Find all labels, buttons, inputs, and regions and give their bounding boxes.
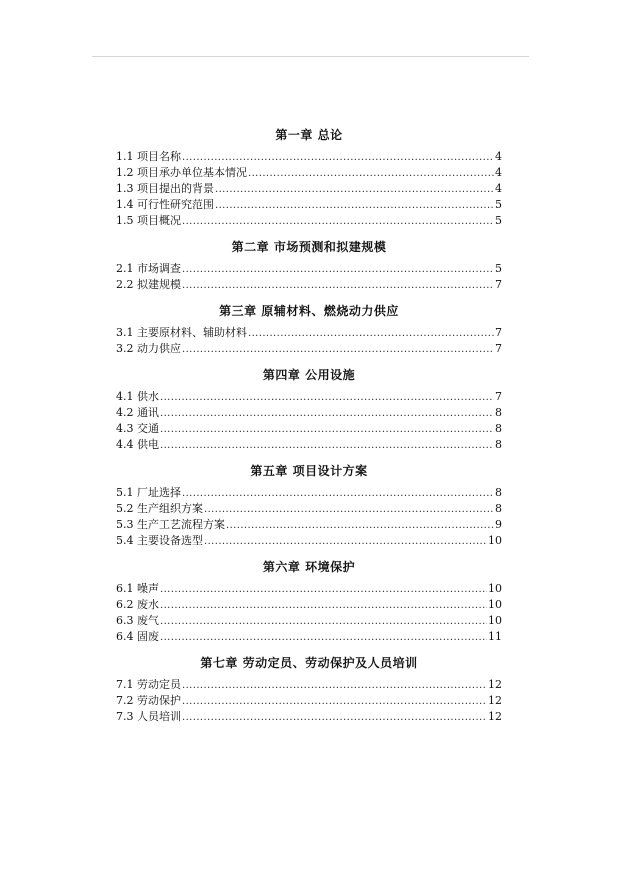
toc-entry-page: 8 [495,422,502,435]
chapter-title: 第六章 环境保护 [262,560,356,574]
toc-entry[interactable] [116,261,502,277]
toc-entry-page: 12 [488,678,502,691]
toc-entry-page: 4 [495,182,502,195]
chapter-3 [116,303,502,357]
toc-entry[interactable] [116,629,502,645]
chapter-title: 第二章 市场预测和拟建规模 [231,240,387,254]
dot-leader [160,437,494,453]
toc-entry-label: 2.1 市场调查 [116,262,181,275]
toc-entry-label: 7.2 劳动保护 [116,694,181,707]
toc-entry[interactable] [116,341,502,357]
chapter-6 [116,559,502,645]
toc-entry[interactable] [116,517,502,533]
dot-leader [182,709,487,725]
dot-leader [226,517,494,533]
table-of-contents [116,127,502,735]
toc-entry-label: 5.1 厂址选择 [116,486,181,499]
toc-entry[interactable] [116,277,502,293]
toc-entry-page: 4 [495,150,502,163]
toc-entry-label: 4.4 供电 [116,438,159,451]
toc-entry-page: 10 [488,614,502,627]
page-header-rule [92,56,529,57]
toc-entry-page: 7 [495,326,502,339]
toc-entry-label: 4.3 交通 [116,422,159,435]
chapter-title: 第三章 原辅材料、燃烧动力供应 [219,304,399,318]
dot-leader [182,277,494,293]
toc-entry-page: 10 [488,598,502,611]
dot-leader [204,501,494,517]
toc-entry-label: 4.2 通讯 [116,406,159,419]
toc-entry[interactable] [116,677,502,693]
toc-entry-page: 4 [495,166,502,179]
chapter-7 [116,655,502,725]
toc-entry-page: 10 [488,582,502,595]
toc-entry-label: 1.1 项目名称 [116,150,181,163]
dot-leader [182,341,494,357]
toc-entry[interactable] [116,693,502,709]
toc-entry-label: 1.5 项目概况 [116,214,181,227]
toc-entry-page: 5 [495,262,502,275]
chapter-1 [116,127,502,229]
toc-entry-label: 6.3 废气 [116,614,159,627]
toc-entry[interactable] [116,213,502,229]
dot-leader [160,629,487,645]
toc-entry[interactable] [116,421,502,437]
dot-leader [182,677,487,693]
toc-entry-page: 8 [495,502,502,515]
toc-entry[interactable] [116,709,502,725]
chapter-4 [116,367,502,453]
toc-entry[interactable] [116,437,502,453]
toc-entry-label: 1.4 可行性研究范围 [116,198,214,211]
toc-entry[interactable] [116,533,502,549]
dot-leader [160,389,494,405]
dot-leader [182,149,494,165]
chapter-title: 第五章 项目设计方案 [250,464,368,478]
toc-entry-label: 5.3 生产工艺流程方案 [116,518,225,531]
toc-entry[interactable] [116,597,502,613]
toc-entry[interactable] [116,405,502,421]
toc-entry-page: 8 [495,438,502,451]
toc-entry-page: 8 [495,406,502,419]
dot-leader [160,421,494,437]
dot-leader [204,533,487,549]
toc-entry-label: 7.3 人员培训 [116,710,181,723]
dot-leader [215,197,494,213]
toc-entry-label: 5.2 生产组织方案 [116,502,203,515]
dot-leader [160,613,487,629]
toc-entry[interactable] [116,181,502,197]
toc-entry[interactable] [116,485,502,501]
chapter-2 [116,239,502,293]
toc-entry-label: 3.1 主要原材料、辅助材料 [116,326,247,339]
toc-entry[interactable] [116,149,502,165]
dot-leader [160,405,494,421]
toc-entry[interactable] [116,197,502,213]
dot-leader [182,261,494,277]
dot-leader [248,325,494,341]
toc-entry-label: 2.2 拟建规模 [116,278,181,291]
toc-entry-label: 1.3 项目提出的背景 [116,182,214,195]
toc-entry-page: 12 [488,710,502,723]
toc-entry-page: 5 [495,198,502,211]
toc-entry-label: 6.2 废水 [116,598,159,611]
dot-leader [182,485,494,501]
toc-entry-label: 1.2 项目承办单位基本情况 [116,166,247,179]
chapter-title: 第四章 公用设施 [262,368,356,382]
toc-entry-page: 8 [495,486,502,499]
toc-entry-label: 5.4 主要设备选型 [116,534,203,547]
chapter-title: 第一章 总论 [275,128,343,142]
dot-leader [215,181,494,197]
toc-entry-page: 7 [495,342,502,355]
toc-entry-page: 7 [495,390,502,403]
toc-entry-label: 6.1 噪声 [116,582,159,595]
toc-entry[interactable] [116,389,502,405]
toc-entry-page: 7 [495,278,502,291]
toc-entry-page: 11 [488,630,502,643]
toc-entry[interactable] [116,325,502,341]
toc-entry-page: 10 [488,534,502,547]
toc-entry-page: 5 [495,214,502,227]
chapter-title: 第七章 劳动定员、劳动保护及人员培训 [200,656,418,670]
toc-entry[interactable] [116,581,502,597]
toc-entry[interactable] [116,165,502,181]
dot-leader [182,213,494,229]
toc-entry[interactable] [116,501,502,517]
dot-leader [248,165,494,181]
toc-entry-label: 7.1 劳动定员 [116,678,181,691]
toc-entry[interactable] [116,613,502,629]
dot-leader [182,693,487,709]
toc-entry-page: 12 [488,694,502,707]
toc-entry-page: 9 [495,518,502,531]
chapter-5 [116,463,502,549]
dot-leader [160,597,487,613]
toc-entry-label: 4.1 供水 [116,390,159,403]
dot-leader [160,581,487,597]
toc-entry-label: 3.2 动力供应 [116,342,181,355]
toc-entry-label: 6.4 固废 [116,630,159,643]
